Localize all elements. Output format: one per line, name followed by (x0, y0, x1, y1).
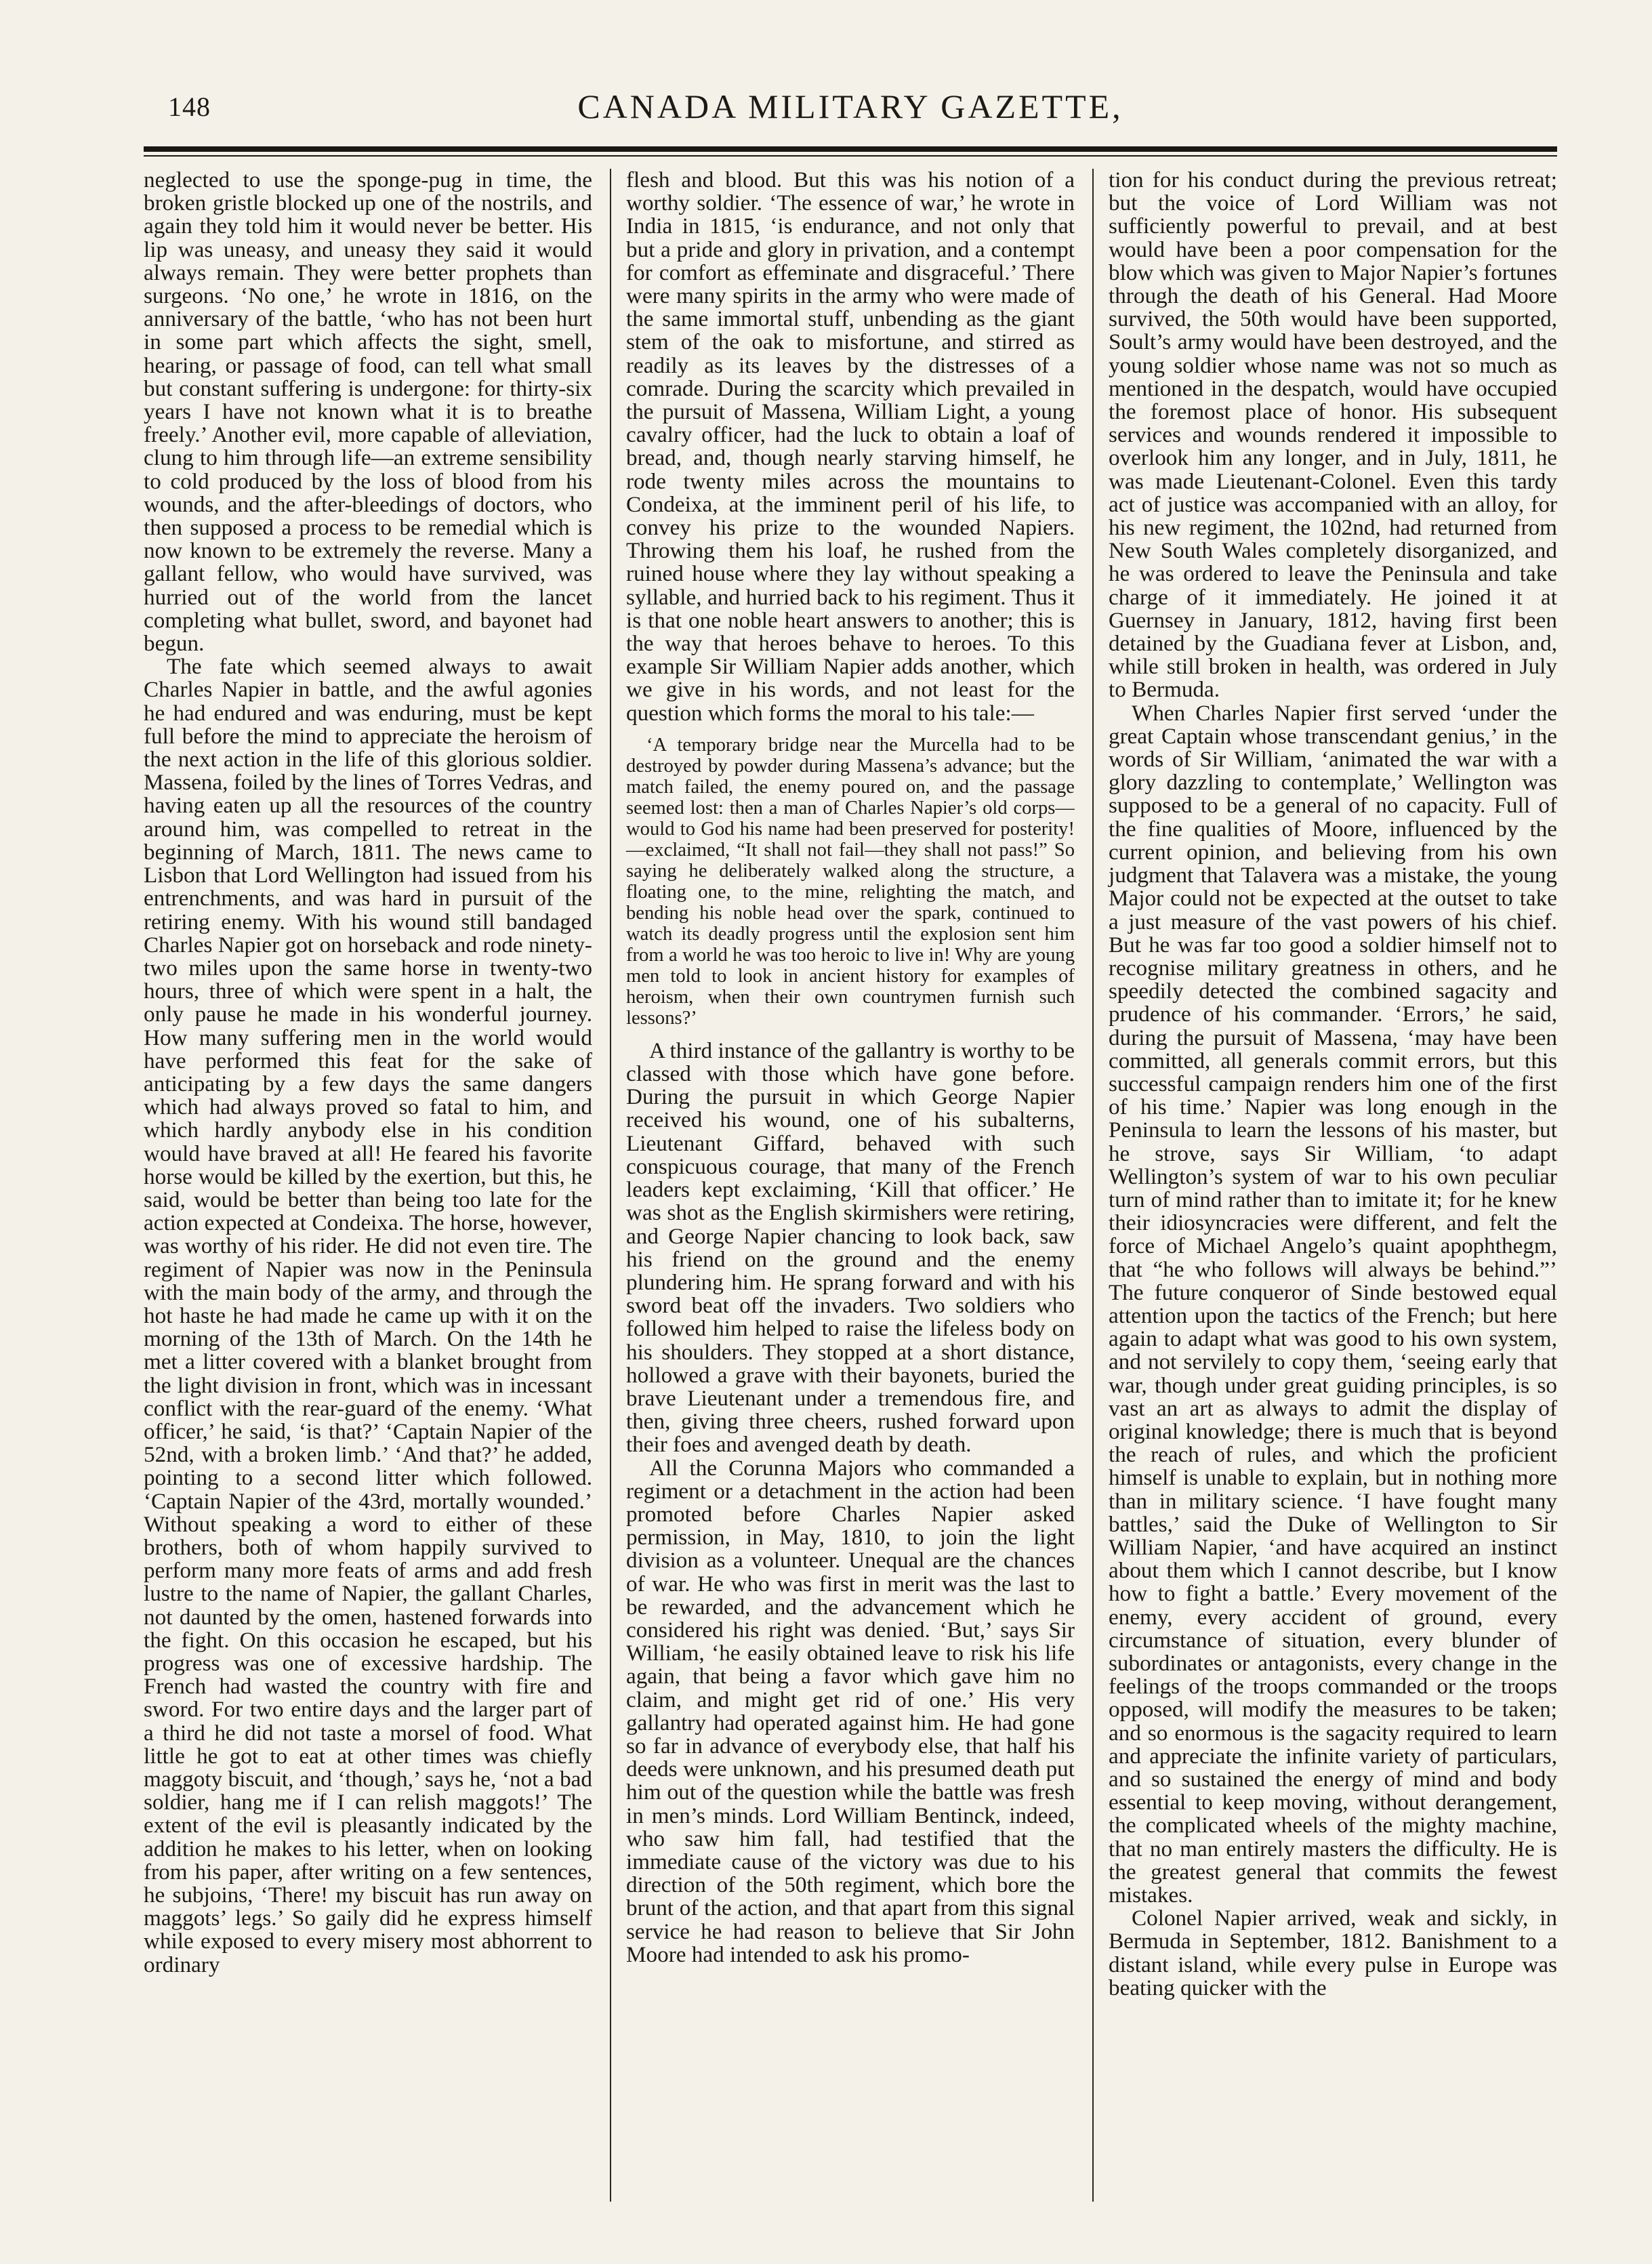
column-right (1092, 169, 1557, 2202)
paragraph: The fate which seemed always to await Charles Napier in battle, and the awful agonies he had endured and was enduring, must be kept full before the mind to appreciate the heroism of the next action in the life of this glorious soldier. Massena, foiled by the lines of Torres Vedras, and having eaten up all the resources of the country around him, was compelled to retreat in the beginning of March, 1811. The news came to Lisbon that Lord Wellington had issued from his entrenchments, and was hard in pursuit of the retiring enemy. With his wound still bandaged Charles Napier got on horseback and rode ninety-two miles upon the same horse in twenty-two hours, three of which were spent in a halt, the only pause he made in his wonderful journey. How many suffering men in the world would have performed this feat for the sake of anticipating by a few days the same dangers which had always proved so fatal to him, and which hardly anybody else in his condition would have braved at all! He feared his favorite horse would be killed by the exertion, but this, he said, would be better than being too late for the action expected at Condeixa. The horse, however, was worthy of his rider. He did not even tire. The regiment of Napier was now in the Peninsula with the main body of the army, and through the hot haste he had made he came up with it on the morning of the 13th of March. On the 14th he met a litter covered with a blanket brought from the light division in front, which was in incessant conflict with the rear-guard of the enemy. ‘What officer,’ he said, ‘is that?’ ‘Captain Napier of the 52nd, with a broken limb.’ ‘And that?’ he added, pointing to a second litter which followed. ‘Captain Napier of the 43rd, mortally wounded.’ Without speaking a word to either of these brothers, both of whom happily survived to perform many more feats of arms and add fresh lustre to the name of Napier, the gallant Charles, not daunted by the omen, hastened forwards into the fight. On this occasion he escaped, but his progress was one of excessive hardship. The French had wasted the country with fire and sword. For two entire days and the larger part of a third he did not taste a morsel of food. What little he got to eat at other times was chiefly maggoty biscuit, and ‘though,’ says he, ‘not a bad soldier, hang me if I can relish maggots!’ The extent of the evil is pleasantly indicated by the addition he makes to his letter, when on looking from his paper, after writing on a few sentences, he subjoins, ‘There! my biscuit has run away on maggots’ legs.’ So gaily did he express himself while exposed to every misery most abhorrent to ordinary (144, 654, 592, 1977)
page-number: 148 (168, 91, 211, 122)
paragraph: Colonel Napier arrived, weak and sickly, in Bermuda in September, 1812. Banishment to a distant island, while every pulse in Europe was beating quicker with the (1109, 1906, 1557, 2000)
page-header (144, 87, 1557, 134)
article-columns (144, 169, 1557, 2202)
paragraph: neglected to use the sponge-pug in time, the broken gristle blocked up one of the nostrils, and again they told him it would never be better. His lip was uneasy, and uneasy they said it would always remain. They were better prophets than surgeons. ‘No one,’ he wrote in 1816, on the anniversary of the battle, ‘who has not been hurt in some part which affects the sight, smell, hearing, or passage of food, can tell what small but constant suffering is undergone: for thirty-six years I have not known what it is to breathe freely.’ Another evil, more capable of alleviation, clung to him through life—an extreme sensibility to cold produced by the loss of blood from his wounds, and the after-bleedings of doctors, who then supposed a process to be remedial which is now known to be extremely the reverse. Many a gallant fellow, who would have survived, was hurried out of the world from the lancet completing what bullet, sword, and bayonet had begun. (144, 169, 592, 657)
publication-title: CANADA MILITARY GAZETTE, (577, 87, 1123, 125)
paragraph: tion for his conduct during the previous retreat; but the voice of Lord William was not sufficiently powerful to prevail, and at best would have been a poor compensation for the blow which was given to Major Napier’s fortunes through the death of his General. Had Moore survived, the 50th would have been supported, Soult’s army would have been destroyed, and the young soldier whose name was not so much as mentioned in the despatch, would have occupied the foremost place of honor. His subsequent services and wounds rendered it impossible to overlook him any longer, and in July, 1811, he was made Lieutenant-Colonel. Even this tardy act of justice was accompanied with an alloy, for his new regiment, the 102nd, had returned from New South Wales completely disorganized, and he was ordered to leave the Peninsula and take charge of it immediately. He joined it at Guernsey in January, 1812, having first been detained by the Guadiana fever at Lisbon, and, while still broken in health, was ordered in July to Bermuda. (1109, 169, 1557, 703)
column-left (144, 169, 592, 2202)
column-middle (610, 169, 1075, 2202)
header-rule-thin (144, 155, 1557, 157)
paragraph: When Charles Napier first served ‘under the great Captain whose transcendant genius,’ in the words of Sir William, ‘animated the war with a glory dazzling to contemplate,’ Wellington was supposed to be a general of no capacity. Full of the fine qualities of Moore, influenced by the current opinion, and believing from his own judgment that Talavera was a mistake, the young Major could not be expected at the outset to take a just measure of the vast powers of his chief. But he was far too good a soldier himself not to recognise military greatness in others, and he speedily detected the combined sagacity and prudence of his commander. ‘Errors,’ he said, during the pursuit of Massena, ‘may have been committed, all generals commit errors, but this successful campaign renders him one of the first of his time.’ Napier was long enough in the Peninsula to learn the lessons of his master, but he strove, says Sir William, ‘to adapt Wellington’s system of war to his own peculiar turn of mind rather than to imitate it; for he knew their idiosyncracies were different, and felt the force of Michael Angelo’s quaint apophthegm, that “he who follows will always be behind.”’ The future conqueror of Sinde bestowed equal attention upon the tactics of the French; but here again to adapt what was good to his own system, and not servilely to copy them, ‘seeing early that war, though under great guiding principles, is so vast an art as always to admit the display of original knowledge; there is much that is beyond the reach of rules, and which the proficient himself is unable to explain, but in nothing more than in military science. ‘I have fought many battles,’ said the Duke of Wellington to Sir William Napier, ‘and have acquired an instinct about them which I cannot describe, but I know how to fight a battle.’ Every movement of the enemy, every accident of ground, every circumstance of situation, every blunder of subordinates or antagonists, every change in the feelings of the troops commanded or the troops opposed, will modify the measures to be taken; and so enormous is the sagacity required to learn and appreciate the infinite variety of particulars, and so sustained the energy of mind and body essential to keep moving, without derangement, the complicated wheels of the mighty machine, that no man entirely masters the difficulty. He is the greatest general that commits the fewest mistakes. (1109, 700, 1557, 1908)
quote-text: ‘A temporary bridge near the Murcella had to be destroyed by powder during Massena’s advance; but the match failed, the enemy poured on, and the passage seemed lost: then a man of Charles Napier’s old corps—would to God his name had been preserved for posterity!—exclaimed, “It shall not fail—they shall not pass!” So saying he deliberately walked along the structure, a floating one, to the mine, relighting the match, and bending his noble head over the spark, continued to watch its deadly progress until the explosion sent him from a world he was too heroic to live in! Why are young men told to look in ancient history for examples of heroism, when their own countrymen furnish such lessons?’ (626, 734, 1075, 1029)
paragraph: All the Corunna Majors who commanded a regiment or a detachment in the action had been promoted before Charles Napier asked permission, in May, 1810, to join the light division as a volunteer. Unequal are the chances of war. He who was first in merit was the last to be rewarded, and the advancement which he considered his right was denied. ‘But,’ says Sir William, ‘he easily obtained leave to risk his life again, that being a favor which gave him no claim, and might get rid of one.’ His very gallantry had operated against him. He had gone so far in advance of everybody else, that half his deeds were unknown, and his presumed death put him out of the question while the battle was fresh in men’s minds. Lord William Bentinck, indeed, who saw him fall, had testified that the immediate cause of the victory was due to his direction of the 50th regiment, which bore the brunt of the action, and that apart from this signal service he had reason to believe that Sir John Moore had intended to ask his promo- (626, 1455, 1075, 1967)
header-rule-thick (144, 146, 1557, 152)
paragraph: A third instance of the gallantry is worthy to be classed with those which have gone before. During the pursuit in which George Napier received his wound, one of his subalterns, Lieutenant Giffard, behaved with such conspicuous courage, that many of the French leaders kept exclaiming, ‘Kill that officer.’ He was shot as the English skirmishers were retiring, and George Napier chancing to look back, saw his friend on the ground and the enemy plundering him. He sprang forward and with his sword beat off the invaders. Two soldiers who followed him helped to raise the lifeless body on his shoulders. They stopped at a short distance, hollowed a grave with their bayonets, buried the brave Lieutenant under a tremendous fire, and then, giving three cheers, rushed forward upon their foes and avenged death by death. (626, 1037, 1075, 1458)
paragraph: flesh and blood. But this was his notion of a worthy soldier. ‘The essence of war,’ he wrote in India in 1815, ‘is endurance, and not only that but a pride and glory in privation, and a contempt for comfort as effeminate and disgraceful.’ There were many spirits in the army who were made of the same immortal stuff, unbending as the giant stem of the oak to misfortune, and stirred as readily as its leaves by the distresses of a comrade. During the scarcity which prevailed in the pursuit of Massena, William Light, a young cavalry officer, had the luck to obtain a loaf of bread, and, though nearly starving himself, he rode twenty miles across the mountains to Condeixa, at the imminent peril of his life, to convey his prize to the wounded Napiers. Throwing them his loaf, he rushed from the ruined house where they lay without speaking a syllable, and hurried back to his regiment. Thus it is that one noble heart answers to another; this is the way that heroes behave to heroes. To this example Sir William Napier adds another, which we give in his words, and not least for the question which forms the moral to his tale:— (626, 169, 1075, 726)
block-quote (626, 735, 1075, 1029)
